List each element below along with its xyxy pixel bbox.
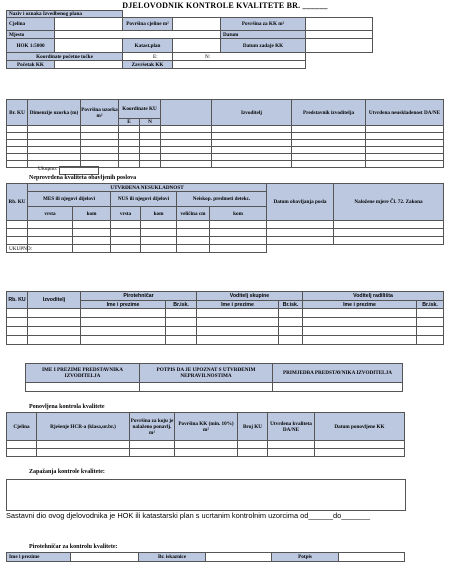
nesukladnost-table (6, 183, 444, 253)
povrsina-kk-value (305, 17, 373, 53)
ukupno-label: Ukupno: (38, 166, 58, 172)
neisk-header: Neiskop. predmeti detekc. (177, 192, 267, 207)
povrsina-cjeline-field[interactable] (173, 18, 221, 31)
voditelj-radilista-header: Voditelj radilišta (303, 292, 444, 301)
potpis-field[interactable] (339, 553, 405, 562)
datum-ponovljene-header: Datum ponovljene KK (315, 413, 405, 441)
section-neprovrdena: Neprovrđena kvaliteta obavljenih poslova (29, 175, 137, 181)
table-row[interactable] (7, 318, 28, 327)
mes-header: MES ili njegovi dijelovi (28, 192, 111, 207)
brisk-header: Br.isk. (417, 301, 444, 309)
table-row[interactable] (7, 449, 37, 457)
document-title: DJELOVODNIK KONTROLE KVALITETE BR. ______ (122, 1, 328, 10)
utvrdena-kvaliteta-header: Utvrđena kvaliteta DA/NE (268, 413, 315, 441)
rb-ku-header: Rb. KU (7, 184, 28, 221)
table-row[interactable] (7, 336, 28, 345)
header-grid (6, 17, 306, 69)
section-pirotehnicar: Pirotehničar za kontrolu kvalitete: (29, 544, 118, 550)
predstavnik-table (25, 363, 403, 392)
pocetak-field[interactable] (55, 61, 123, 69)
mjesto-label: Mjesto (7, 31, 55, 39)
hok-field[interactable] (55, 39, 123, 53)
table-row[interactable] (7, 147, 28, 154)
datum-label: Datum (221, 31, 306, 39)
zapazanja-box[interactable] (6, 479, 406, 511)
ime-header: Ime i prezime (7, 553, 71, 562)
katast-field[interactable] (173, 39, 221, 53)
izvoditelj-header: Izvoditelj (212, 100, 292, 126)
br-ku-header: Br. KU (7, 100, 28, 126)
ime-header: Ime i prezime (81, 301, 166, 309)
ku-table (6, 99, 444, 168)
ukupno-box[interactable] (59, 166, 99, 175)
datum-zadaje-field[interactable] (306, 39, 373, 53)
katast-label: Katast.plan (123, 39, 173, 53)
povrsina-uzorka-header: Površina uzorka m² (81, 100, 119, 126)
ime-header: Ime i prezime (303, 301, 417, 309)
table-row[interactable] (7, 221, 28, 229)
primjedba-header: PRIMJEDBA PREDSTAVNIKA IZVODITELJA (273, 364, 403, 383)
ukupno-row-label: UKUPNO: (7, 245, 28, 253)
table-row[interactable] (7, 154, 28, 161)
br-iskaznice-header: Br. iskaznice (139, 553, 206, 562)
table-row[interactable] (7, 133, 28, 140)
povrsina-kk-label: Površina za KK m² (221, 18, 306, 31)
kom-header: kom (73, 207, 111, 221)
blank-header (161, 100, 212, 126)
table-row[interactable] (7, 309, 28, 318)
table-row[interactable] (7, 441, 37, 449)
rb-ku-header: Rb. KU (7, 292, 28, 309)
pirotehnicar-table (6, 552, 405, 562)
kom-header: kom (141, 207, 177, 221)
zapazanja-label: Zapažanja kontrole kvalitete: (29, 469, 105, 475)
koordinate-label: Koordinate početne točke (7, 53, 123, 61)
velicina-header: veličina cm (177, 207, 210, 221)
hok-label: HOK 1:5000 (7, 39, 55, 53)
br-iskaznice-field[interactable] (206, 553, 272, 562)
ime-field[interactable] (71, 553, 139, 562)
table-row[interactable] (7, 140, 28, 147)
mjesto-field[interactable] (55, 31, 221, 39)
povrsina-header: Površina za koju je nalaženo ponavlj. m² (130, 413, 175, 441)
table-row[interactable] (7, 161, 28, 168)
rjesenje-header: Rješenje HCR-a (klasa,ur.br.) (37, 413, 130, 441)
ime-header: Ime i prezime (197, 301, 279, 309)
broj-ku-header: Broj KU (238, 413, 268, 441)
povrsina-cjeline-label: Površina cjeline m² (123, 18, 173, 31)
potpis-upoznat-header: POTPIS DA JE UPOZNAT S UTVRĐENIM NEPRAVILNOSTIMA (140, 364, 273, 383)
potpis-header: Potpis (272, 553, 339, 562)
datum-field[interactable] (306, 31, 373, 39)
ponovljena-table (6, 412, 405, 457)
naziv-label: Naziv i oznaka Izvedbenog plana (7, 11, 123, 18)
table-row[interactable] (7, 237, 28, 245)
cjelina-field[interactable] (55, 18, 123, 31)
sastavni-dio-paragraph: Sastavni dio ovog djelovodnika je HOK ili katastarski plan s ucrtanim kontrolnim uzorcima od______do_______ (6, 511, 370, 520)
koordinate-ku-header: Koordinate KU (119, 100, 161, 119)
utvrdena-header: UTVRĐENA NESUKLADNOST (28, 184, 267, 192)
ime-predstavnika-header: IME I PREZIME PREDSTAVNIKA IZVODITELJA (26, 364, 140, 383)
povrsina-kk-header: Površina KK (min. 10%) m² (175, 413, 238, 441)
koord-e[interactable]: E: (123, 53, 173, 61)
brisk-header: Br.isk. (279, 301, 303, 309)
izvoditelj-table (6, 291, 444, 345)
nalozene-header: Naložene mjere Čl. 72. Zakona (334, 184, 444, 221)
voditelj-skupine-header: Voditelj skupine (197, 292, 303, 301)
brisk-header: Br.isk. (166, 301, 197, 309)
zavrsetak-field[interactable] (173, 61, 306, 69)
pocetak-label: Početak KK (7, 61, 55, 69)
datum-zadaje-label: Datum zadaje KK (221, 39, 306, 53)
table-row[interactable] (7, 327, 28, 336)
table-row[interactable] (26, 383, 140, 392)
koord-e-header: E (119, 119, 140, 126)
table-row[interactable] (7, 229, 28, 237)
povrsina-kk-field[interactable] (306, 18, 373, 31)
dimenzije-header: Dimenzije uzorka (m) (28, 100, 81, 126)
table-row[interactable] (7, 126, 28, 133)
predstavnik-header: Predstavnik izvoditelja (292, 100, 366, 126)
kom-header: kom (210, 207, 267, 221)
zavrsetak-label: Završetak KK (123, 61, 173, 69)
vrsta-header: vrsta (111, 207, 141, 221)
koord-n[interactable]: N: (173, 53, 306, 61)
vrsta-header: vrsta (28, 207, 73, 221)
nus-header: NUS ili njegovi dijelovi (111, 192, 177, 207)
izvoditelj-header: Izvoditelj (28, 292, 81, 309)
datum-obav-header: Datum obavljanja posla (267, 184, 334, 221)
koord-n-header: N (140, 119, 161, 126)
section-ponovljena: Ponovljena kontrola kvalitete (29, 404, 105, 410)
neuskladenost-header: Utvrđena neusklađenost DA/NE (366, 100, 444, 126)
cjelina-label: Cjelina (7, 18, 55, 31)
cjelina-header: Cjelina (7, 413, 37, 441)
pirotehnicar-header: Pirotehničar (81, 292, 197, 301)
